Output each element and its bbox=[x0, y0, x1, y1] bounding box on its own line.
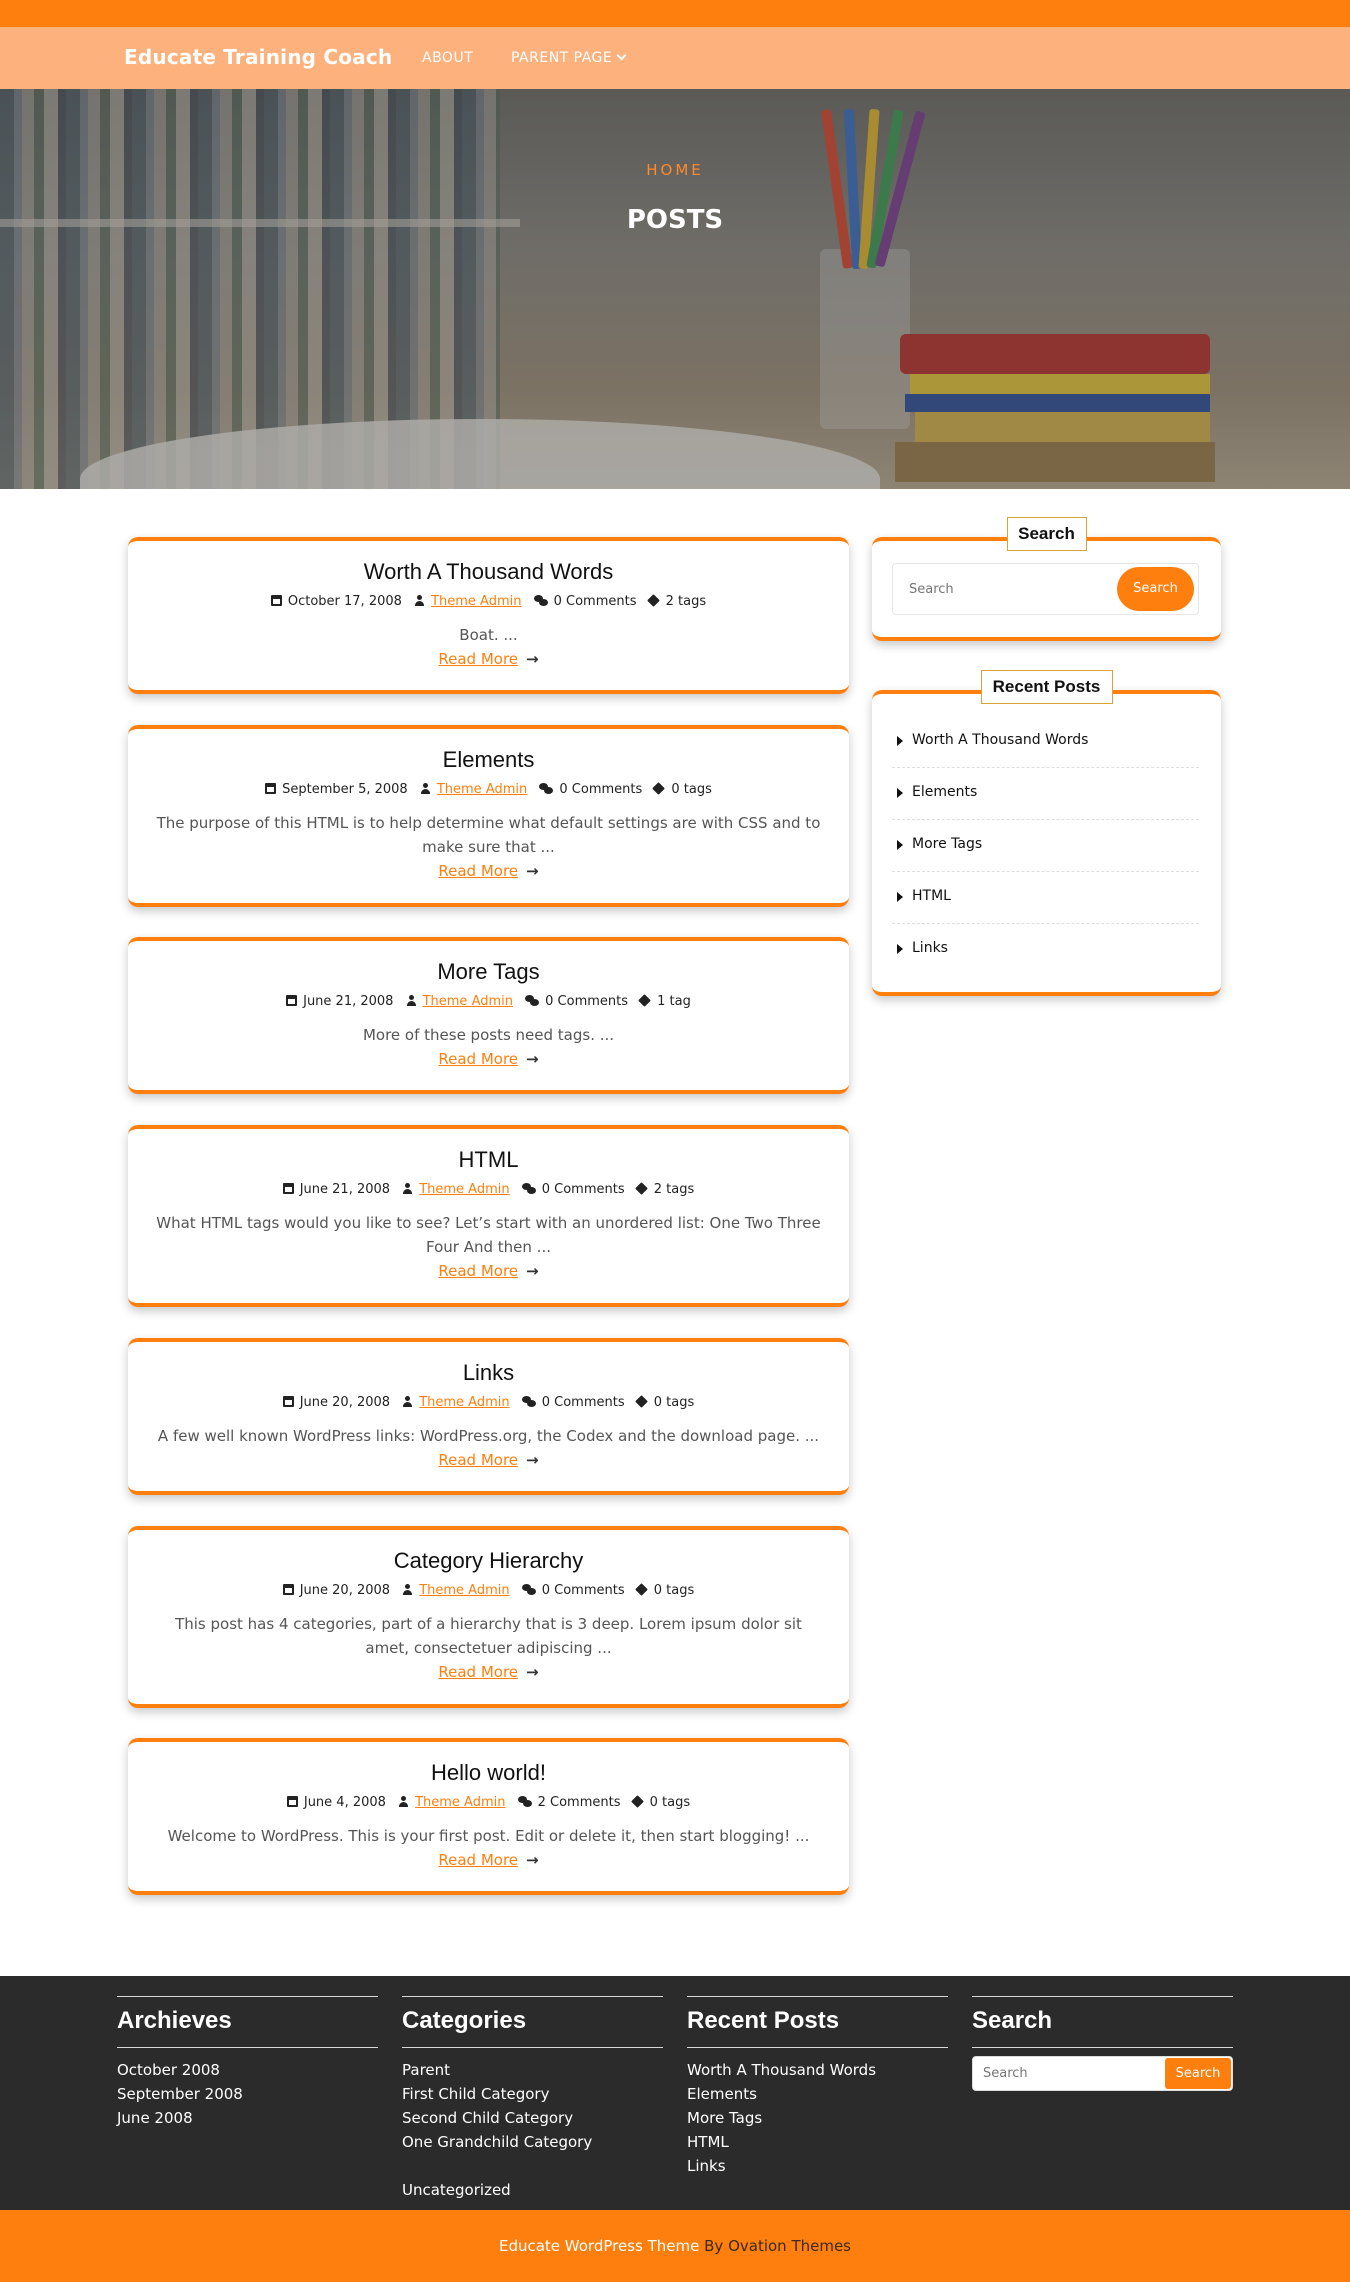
caret-right-icon bbox=[897, 788, 903, 798]
footer-link[interactable]: Elements bbox=[687, 2085, 757, 2103]
footer-link[interactable]: Links bbox=[687, 2157, 726, 2175]
read-more-link[interactable] bbox=[438, 1848, 538, 1872]
post-excerpt: This post has 4 categories, part of a hierarchy that is 3 deep. Lorem ipsum dolor sit amet, consectetuer adipiscing ... bbox=[175, 1615, 802, 1657]
top-accent-bar bbox=[0, 0, 1350, 27]
post-excerpt: Welcome to WordPress. This is your first post. Edit or delete it, then start blogging! ... bbox=[167, 1827, 810, 1845]
read-more-link[interactable] bbox=[438, 1047, 538, 1071]
breadcrumb[interactable]: HOME bbox=[646, 161, 704, 179]
nav-item-about[interactable]: ABOUT bbox=[422, 50, 474, 66]
post-excerpt: More of these posts need tags. ... bbox=[362, 1026, 615, 1044]
post-date[interactable]: September 5, 2008 bbox=[282, 782, 408, 797]
search-button[interactable]: Search bbox=[1117, 567, 1194, 611]
recent-post-item[interactable] bbox=[892, 768, 1199, 820]
user-icon bbox=[406, 995, 417, 1006]
tags-icon bbox=[637, 1584, 648, 1595]
read-more-label: Read More bbox=[438, 1851, 519, 1869]
post-tags: 0 tags bbox=[649, 1795, 691, 1810]
recent-post-label: Elements bbox=[912, 784, 978, 800]
footer-link[interactable]: Second Child Category bbox=[402, 2109, 574, 2127]
sidebar-recent-posts-widget bbox=[872, 677, 1221, 996]
post-date[interactable]: June 21, 2008 bbox=[303, 994, 394, 1009]
recent-post-label: HTML bbox=[912, 888, 951, 904]
main-navigation bbox=[0, 27, 1350, 89]
post-card bbox=[128, 1526, 849, 1708]
user-icon bbox=[398, 1796, 409, 1807]
post-date[interactable]: June 4, 2008 bbox=[303, 1795, 386, 1810]
footer-heading: Search bbox=[972, 1996, 1233, 2048]
arrow-right-icon: → bbox=[526, 1451, 539, 1469]
recent-post-item[interactable] bbox=[892, 872, 1199, 924]
calendar-icon bbox=[271, 595, 282, 606]
post-card bbox=[128, 725, 849, 907]
read-more-label: Read More bbox=[438, 1262, 519, 1280]
sidebar-search-widget bbox=[872, 524, 1221, 641]
site-footer bbox=[0, 1976, 1350, 2210]
sidebar-search-form bbox=[892, 563, 1199, 615]
post-card bbox=[128, 537, 849, 694]
post-title[interactable]: More Tags bbox=[437, 959, 540, 984]
post-date[interactable]: June 20, 2008 bbox=[299, 1583, 391, 1598]
footer-categories bbox=[402, 1996, 663, 2202]
post-excerpt: Boat. ... bbox=[459, 626, 518, 644]
read-more-label: Read More bbox=[438, 862, 519, 880]
footer-link[interactable]: October 2008 bbox=[117, 2061, 220, 2079]
arrow-right-icon: → bbox=[526, 1050, 539, 1068]
read-more-label: Read More bbox=[438, 1050, 519, 1068]
footer-recent-posts bbox=[687, 1996, 948, 2178]
post-title[interactable]: Elements bbox=[442, 747, 535, 772]
footer-link[interactable]: Worth A Thousand Words bbox=[687, 2061, 877, 2079]
footer-heading: Categories bbox=[402, 1996, 663, 2048]
credit-author: By Ovation Themes bbox=[699, 2237, 851, 2255]
read-more-link[interactable] bbox=[438, 1259, 538, 1283]
post-title[interactable]: Hello world! bbox=[431, 1760, 546, 1785]
footer-link[interactable]: HTML bbox=[687, 2133, 729, 2151]
calendar-icon bbox=[283, 1584, 294, 1595]
user-icon bbox=[414, 595, 425, 606]
post-meta bbox=[128, 1582, 849, 1600]
read-more-link[interactable] bbox=[438, 859, 538, 883]
footer-link[interactable]: First Child Category bbox=[402, 2085, 550, 2103]
caret-right-icon bbox=[897, 944, 903, 954]
post-author[interactable]: Theme Admin bbox=[431, 594, 522, 609]
post-tags: 0 tags bbox=[653, 1395, 695, 1410]
footer-link[interactable]: More Tags bbox=[687, 2109, 763, 2127]
post-card bbox=[128, 1338, 849, 1495]
read-more-label: Read More bbox=[438, 1663, 519, 1681]
post-comments[interactable]: 0 Comments bbox=[545, 994, 629, 1009]
credit-theme-link[interactable]: Educate WordPress Theme bbox=[498, 2237, 700, 2255]
post-card bbox=[128, 1125, 849, 1307]
footer-search-input[interactable] bbox=[973, 2057, 1163, 2090]
tags-icon bbox=[637, 1183, 648, 1194]
user-icon bbox=[402, 1396, 413, 1407]
footer-link[interactable]: Uncategorized bbox=[402, 2181, 511, 2199]
page-title: POSTS bbox=[626, 205, 724, 235]
tags-icon bbox=[654, 783, 665, 794]
comments-icon bbox=[534, 595, 548, 606]
user-icon bbox=[402, 1183, 413, 1194]
recent-post-label: Links bbox=[912, 940, 948, 956]
post-author[interactable]: Theme Admin bbox=[436, 782, 528, 797]
post-title[interactable]: HTML bbox=[458, 1147, 519, 1172]
user-icon bbox=[402, 1584, 413, 1595]
post-date[interactable]: June 20, 2008 bbox=[299, 1395, 391, 1410]
arrow-right-icon: → bbox=[526, 1663, 539, 1681]
post-author[interactable]: Theme Admin bbox=[419, 1182, 510, 1197]
read-more-link[interactable] bbox=[438, 647, 538, 671]
footer-search-button[interactable]: Search bbox=[1165, 2058, 1231, 2089]
post-comments[interactable]: 0 Comments bbox=[559, 782, 643, 797]
footer-link[interactable]: Parent bbox=[402, 2061, 451, 2079]
post-excerpt: What HTML tags would you like to see? Let’s start with an unordered list: One Two Three Four And then ... bbox=[156, 1214, 821, 1256]
calendar-icon bbox=[283, 1183, 294, 1194]
post-date[interactable]: October 17, 2008 bbox=[287, 594, 402, 609]
footer-search-form bbox=[972, 2056, 1233, 2091]
search-input[interactable] bbox=[893, 564, 1103, 614]
post-tags: 2 tags bbox=[665, 594, 707, 609]
chevron-down-icon bbox=[617, 51, 627, 61]
post-meta bbox=[128, 993, 849, 1011]
comments-icon bbox=[522, 1396, 536, 1407]
post-tags: 0 tags bbox=[671, 782, 712, 797]
read-more-link[interactable] bbox=[438, 1660, 538, 1684]
recent-post-item[interactable] bbox=[892, 716, 1199, 768]
post-excerpt: The purpose of this HTML is to help determine what default settings are with CSS and to make sure that ... bbox=[156, 814, 821, 856]
post-tags: 0 tags bbox=[653, 1583, 695, 1598]
post-meta bbox=[128, 1794, 849, 1812]
nav-item-parent-page-label: PARENT PAGE bbox=[511, 50, 613, 66]
recent-post-label: Worth A Thousand Words bbox=[912, 732, 1089, 748]
comments-icon bbox=[525, 995, 539, 1006]
post-title[interactable]: Category Hierarchy bbox=[393, 1548, 584, 1573]
comments-icon bbox=[522, 1584, 536, 1595]
calendar-icon bbox=[286, 995, 297, 1006]
post-excerpt: A few well known WordPress links: WordPress.org, the Codex and the download page. ... bbox=[157, 1427, 820, 1445]
recent-posts-list bbox=[892, 716, 1199, 976]
post-author[interactable]: Theme Admin bbox=[419, 1583, 510, 1598]
post-comments[interactable]: 0 Comments bbox=[541, 1583, 625, 1598]
calendar-icon bbox=[287, 1796, 298, 1807]
arrow-right-icon: → bbox=[526, 650, 539, 668]
read-more-label: Read More bbox=[438, 650, 519, 668]
calendar-icon bbox=[265, 783, 276, 794]
caret-right-icon bbox=[897, 840, 903, 850]
post-tags: 2 tags bbox=[653, 1182, 695, 1197]
post-card bbox=[128, 1738, 849, 1895]
post-meta bbox=[128, 781, 849, 799]
caret-right-icon bbox=[897, 736, 903, 746]
comments-icon bbox=[539, 783, 553, 794]
arrow-right-icon: → bbox=[526, 862, 539, 880]
tags-icon bbox=[649, 595, 660, 606]
post-author[interactable]: Theme Admin bbox=[422, 994, 513, 1009]
post-meta bbox=[128, 1394, 849, 1412]
copyright-bar bbox=[0, 2210, 1350, 2282]
calendar-icon bbox=[283, 1396, 294, 1407]
widget-title: Recent Posts bbox=[981, 670, 1113, 704]
comments-icon bbox=[522, 1183, 536, 1194]
post-comments[interactable]: 2 Comments bbox=[537, 1795, 621, 1810]
footer-search bbox=[972, 1996, 1233, 2091]
footer-link[interactable]: One Grandchild Category bbox=[402, 2133, 593, 2151]
user-icon bbox=[420, 783, 431, 794]
arrow-right-icon: → bbox=[526, 1851, 539, 1869]
post-title[interactable]: Links bbox=[462, 1360, 515, 1385]
footer-link[interactable]: September 2008 bbox=[117, 2085, 243, 2103]
recent-post-label: More Tags bbox=[912, 836, 983, 852]
hero-banner bbox=[0, 89, 1350, 489]
tags-icon bbox=[640, 995, 651, 1006]
tags-icon bbox=[637, 1396, 648, 1407]
footer-link[interactable]: June 2008 bbox=[117, 2109, 193, 2127]
post-comments[interactable]: 0 Comments bbox=[553, 594, 637, 609]
read-more-link[interactable] bbox=[438, 1448, 538, 1472]
footer-heading: Recent Posts bbox=[687, 1996, 948, 2048]
post-tags: 1 tag bbox=[657, 994, 691, 1009]
post-title[interactable]: Worth A Thousand Words bbox=[363, 559, 614, 584]
post-card bbox=[128, 937, 849, 1094]
arrow-right-icon: → bbox=[526, 1262, 539, 1280]
post-author[interactable]: Theme Admin bbox=[419, 1395, 510, 1410]
footer-archives bbox=[117, 1996, 378, 2130]
nav-item-parent-page[interactable] bbox=[511, 50, 625, 66]
read-more-label: Read More bbox=[438, 1451, 519, 1469]
post-meta bbox=[128, 593, 849, 611]
post-comments[interactable]: 0 Comments bbox=[541, 1182, 625, 1197]
post-date[interactable]: June 21, 2008 bbox=[299, 1182, 391, 1197]
caret-right-icon bbox=[897, 892, 903, 902]
post-meta bbox=[128, 1181, 849, 1199]
post-comments[interactable]: 0 Comments bbox=[541, 1395, 625, 1410]
recent-post-item[interactable] bbox=[892, 924, 1199, 976]
tags-icon bbox=[633, 1796, 644, 1807]
recent-post-item[interactable] bbox=[892, 820, 1199, 872]
widget-title: Search bbox=[1007, 517, 1087, 551]
comments-icon bbox=[518, 1796, 532, 1807]
footer-heading: Archieves bbox=[117, 1996, 378, 2048]
post-author[interactable]: Theme Admin bbox=[415, 1795, 506, 1810]
site-brand[interactable]: Educate Training Coach bbox=[124, 45, 393, 69]
